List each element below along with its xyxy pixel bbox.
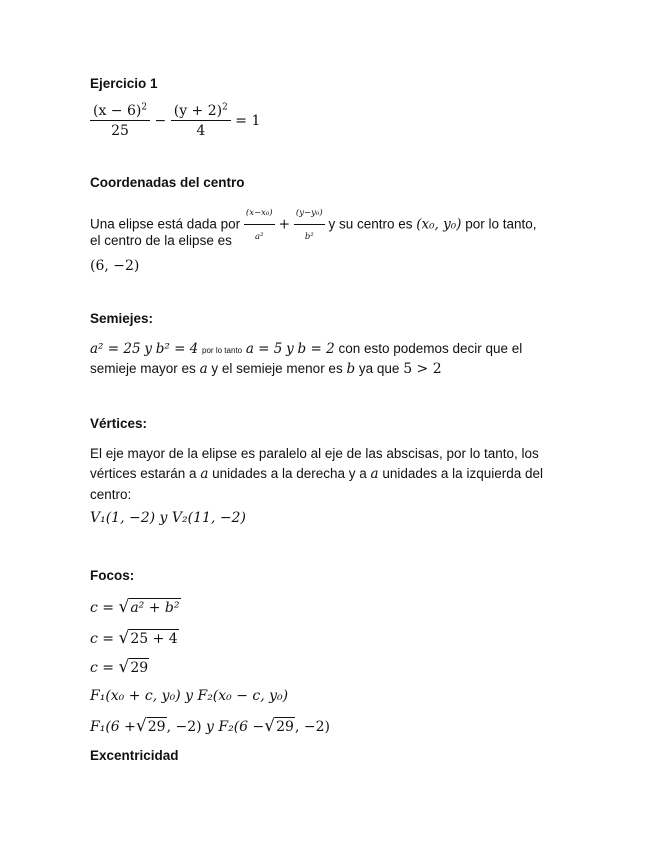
eccentricity-heading: Excentricidad [90,748,179,763]
equation-fraction-1: $\frac{(x - 6)^2}{25}$ [90,103,150,139]
vertices-values: V₁(1, −2) y V₂(11, −2) [90,510,246,526]
vertices-line2: vértices estarán a a unidades a la derecha y a a unidades a la izquierda del [90,466,543,482]
foci-heading: Focos: [90,568,135,583]
vertices-heading: Vértices: [90,416,148,431]
formula-fraction-y: $\frac{\text{(y−y₀)}}{\text{b²}}$ [294,202,325,248]
formula-fraction-x: $\frac{\text{(x−x₀)}}{\text{a²}}$ [244,202,275,248]
semiaxes-line1: a² = 25 y b² = 4 por lo tanto a = 5 y b = 2 con esto podemos decir que el [90,341,523,357]
equation-fraction-2: $\frac{(y + 2)^2}{4}$ [171,103,231,139]
foci-values: F₁(6 +√29, −2) y F₂(6 −√29, −2) [90,716,330,736]
semiaxes-line2: semieje mayor es a y el semieje menor es b ya que 5 > 2 [90,361,442,377]
ellipse-equation: $\frac{(x - 6)^2}{25}$ − $\frac{(y + 2)^2}{4}$ = 1 [90,103,565,139]
vertices-line1: El eje mayor de la elipse es paralelo al eje de las abscisas, por lo tanto, los [90,446,539,461]
foci-general: F₁(x₀ + c, y₀) y F₂(x₀ − c, y₀) [90,688,289,704]
center-heading: Coordenadas del centro [90,175,245,190]
vertices-line3: centro: [90,487,132,502]
foci-c-value: c = √29 [90,657,149,677]
foci-c-formula: c = √a² + b² [90,597,180,617]
center-paragraph-line2: el centro de la elipse es [90,233,232,248]
exercise-title: Ejercicio 1 [90,76,158,91]
center-paragraph: Una elipse está dada por $\frac{\text{(x−x₀)}}{\text{a²}}$ + $\frac{\text{(y−y₀)}}{\text{b²}}$ y su centro es (x₀, y₀) por lo tanto, [90,202,565,248]
foci-c-substituted: c = √25 + 4 [90,628,178,648]
center-value: (6, −2) [90,258,140,274]
semiaxes-heading: Semiejes: [90,311,154,326]
